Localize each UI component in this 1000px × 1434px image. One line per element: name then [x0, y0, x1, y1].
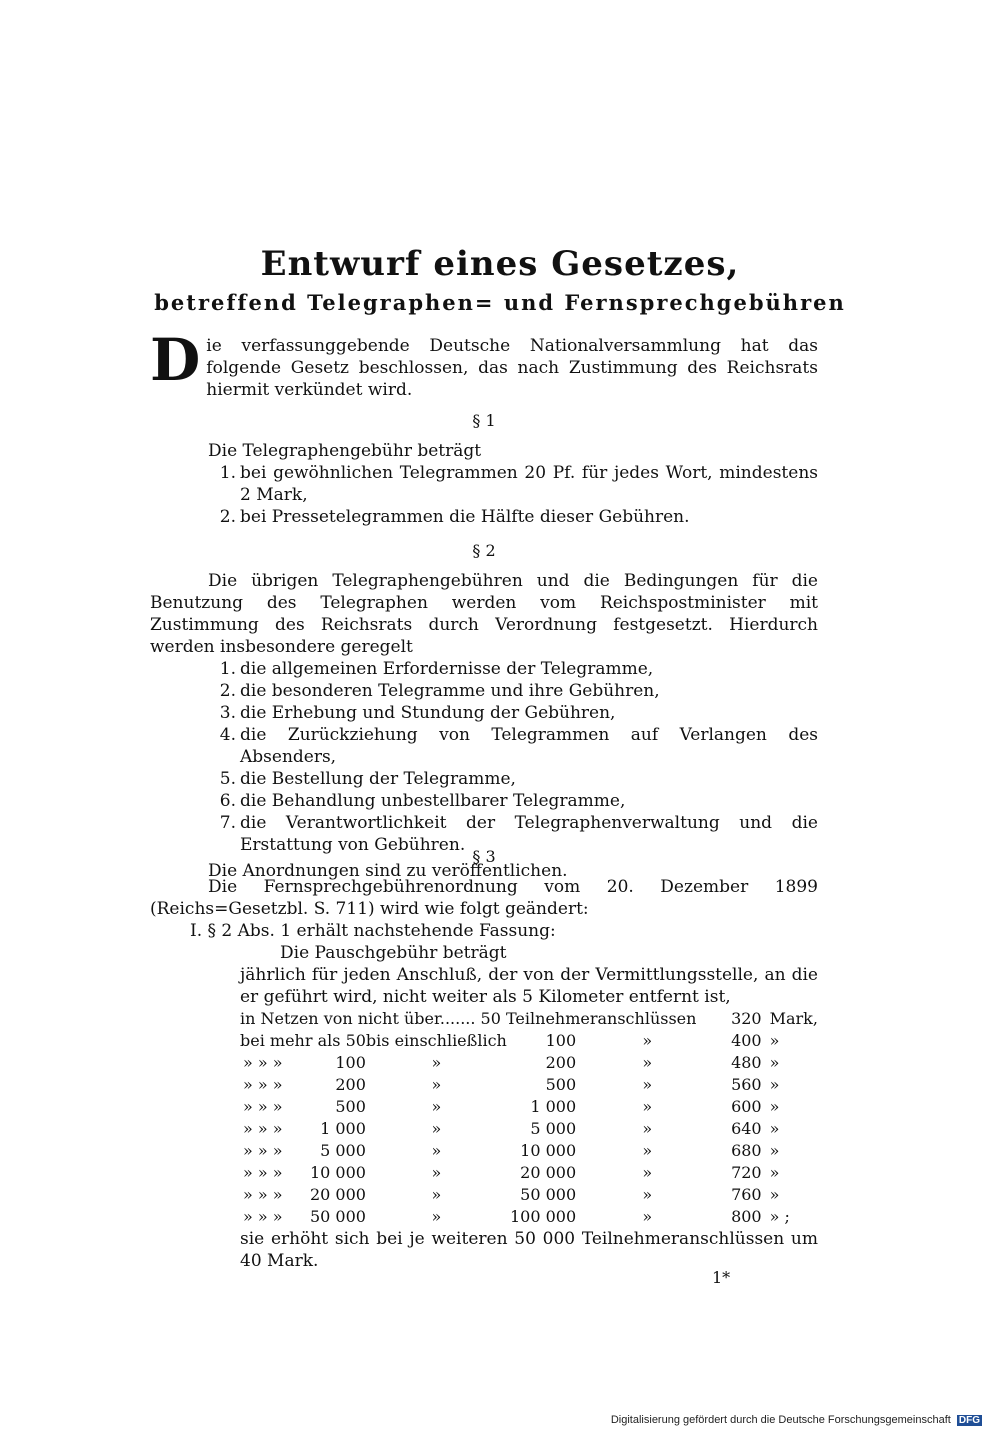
- list-number: 7.: [219, 813, 236, 833]
- fee-ditto-bis: »: [431, 1141, 442, 1160]
- fee-ditto-bis: »: [431, 1097, 442, 1116]
- list-item: [150, 658, 818, 680]
- fee-ditto-bis: »: [431, 1053, 442, 1072]
- fee-amount: 640: [731, 1119, 762, 1138]
- table-row: [240, 1140, 818, 1162]
- fee-unit: » ;: [769, 1207, 790, 1226]
- fee-ditto: »: [642, 1075, 653, 1094]
- fee-to: 200: [545, 1053, 577, 1072]
- fee-unit: »: [769, 1163, 780, 1182]
- fee-rows: [240, 1052, 818, 1228]
- fee-ditto: » » »: [242, 1075, 283, 1094]
- section-2-list: [150, 658, 818, 856]
- fee-amount: 480: [731, 1053, 762, 1072]
- fee-from: 500: [335, 1097, 366, 1116]
- list-item: [150, 506, 818, 528]
- fee-from: 100: [335, 1053, 366, 1072]
- table-row: [240, 1206, 818, 1228]
- fee-to: 50 000: [520, 1185, 577, 1204]
- section-3-closing: sie erhöht sich bei je weiteren 50 000 Teilnehmeranschlüssen um 40 Mark.: [240, 1229, 818, 1271]
- fee-to: 10 000: [520, 1141, 577, 1160]
- section-2-closing: Die Anordnungen sind zu veröffentlichen.: [208, 861, 568, 881]
- list-text: die Behandlung unbestellbarer Telegramme,: [240, 791, 626, 811]
- fee-ditto: » » »: [242, 1141, 283, 1160]
- list-number: 5.: [219, 769, 236, 789]
- fee-unit: »: [769, 1031, 780, 1050]
- fee-from: 200: [335, 1075, 366, 1094]
- list-item: [150, 680, 818, 702]
- fee-amount: 760: [731, 1185, 762, 1204]
- fee-ditto-bis: »: [431, 1119, 442, 1138]
- fee-quote: »: [642, 1031, 653, 1050]
- list-item: [150, 768, 818, 790]
- section-2: [150, 540, 818, 882]
- fee-ditto: » » »: [242, 1207, 283, 1226]
- fee-ditto-bis: »: [431, 1207, 442, 1226]
- fee-from: 1 000: [320, 1119, 366, 1138]
- footer-text: Digitalisierung gefördert durch die Deutsche Forschungsgemeinschaft: [610, 1414, 951, 1426]
- list-text: bei Pressetelegrammen die Hälfte dieser Gebühren.: [240, 507, 690, 527]
- fee-unit: Mark,: [769, 1009, 818, 1028]
- fee-table: [240, 1008, 818, 1228]
- fee-ditto: »: [642, 1097, 653, 1116]
- list-item: [150, 462, 818, 506]
- fee-ditto-bis: »: [431, 1075, 442, 1094]
- fee-from: 20 000: [309, 1185, 366, 1204]
- fee-unit: »: [769, 1185, 780, 1204]
- list-number: 3.: [219, 703, 236, 723]
- list-number: 4.: [219, 725, 236, 745]
- list-text: bei gewöhnlichen Telegrammen 20 Pf. für jedes Wort, mindestens 2 Mark,: [240, 463, 818, 505]
- fee-to: 100: [545, 1031, 577, 1050]
- list-number: 6.: [219, 791, 236, 811]
- fee-unit: »: [769, 1119, 780, 1138]
- fee-amount: 720: [731, 1163, 762, 1182]
- fee-amount: 320: [731, 1009, 762, 1028]
- fee-ditto: »: [642, 1141, 653, 1160]
- fee-prefix-text: bei mehr als: [240, 1031, 341, 1050]
- table-row: [240, 1162, 818, 1184]
- fee-ditto: »: [642, 1119, 653, 1138]
- fee-ditto: »: [642, 1053, 653, 1072]
- section-1-list: [150, 462, 818, 528]
- fee-from: 5 000: [320, 1141, 366, 1160]
- fee-to: 100 000: [509, 1207, 577, 1226]
- fee-to: 1 000: [530, 1097, 577, 1116]
- fee-ditto: » » »: [242, 1097, 283, 1116]
- fee-to: 20 000: [520, 1163, 577, 1182]
- table-row: [240, 1052, 818, 1074]
- fee-amount: 800: [731, 1207, 762, 1226]
- section-3-paragraph: Die Fernsprechgebührenordnung vom 20. Dezember 1899 (Reichs=Gesetzbl. S. 711) wird wie folgt geändert:: [150, 877, 818, 919]
- section-3-item-lead: I. § 2 Abs. 1 erhält nachstehende Fassung:: [190, 921, 556, 941]
- fee-amount: 560: [731, 1075, 762, 1094]
- section-2-paragraph: Die übrigen Telegraphengebühren und die Bedingungen für die Benutzung des Telegraphen werden vom Reichspostminister mit Zustimmung des Reichsrats durch Verordnung festgesetzt. Hierdurch werden insbesondere geregelt: [150, 571, 818, 657]
- list-number: 2.: [219, 507, 236, 527]
- section-3-sub-body: jährlich für jeden Anschluß, der von der Vermittlungsstelle, an die er geführt wird, nicht weiter als 5 Kilometer entfernt ist,: [240, 965, 818, 1007]
- table-row: [240, 1074, 818, 1096]
- fee-ditto-bis: »: [431, 1185, 442, 1204]
- fee-amount: 600: [731, 1097, 762, 1116]
- table-row: [240, 1008, 818, 1030]
- list-text: die allgemeinen Erfordernisse der Telegramme,: [240, 659, 654, 679]
- fee-ditto: » » »: [242, 1163, 283, 1182]
- list-number: 1.: [219, 463, 236, 483]
- table-row: [240, 1118, 818, 1140]
- document-subtitle: betreffend Telegraphen= und Fernsprechgebühren: [154, 290, 846, 315]
- list-item: [150, 790, 818, 812]
- fee-to: 5 000: [530, 1119, 577, 1138]
- fee-unit: »: [769, 1141, 780, 1160]
- list-item: [150, 724, 818, 768]
- fee-amount: 680: [731, 1141, 762, 1160]
- list-text: die besonderen Telegramme und ihre Gebühren,: [240, 681, 660, 701]
- fee-unit: »: [769, 1075, 780, 1094]
- list-item: [150, 702, 818, 724]
- fee-first-row-text: in Netzen von nicht über....... 50 Teilnehmeranschlüssen: [240, 1009, 697, 1028]
- preamble: [150, 326, 818, 401]
- footer-credit: [611, 1414, 982, 1426]
- list-text: die Verantwortlichkeit der Telegraphenverwaltung und die Erstattung von Gebühren.: [240, 813, 818, 855]
- list-text: die Bestellung der Telegramme,: [240, 769, 516, 789]
- preamble-text: ie verfassunggebende Deutsche Nationalversammlung hat das folgende Gesetz beschlossen, das nach Zustimmung des Reichsrats hiermit verkündet wird.: [206, 336, 818, 400]
- list-text: die Erhebung und Stundung der Gebühren,: [240, 703, 616, 723]
- section-1: [150, 410, 818, 528]
- fee-ditto: »: [642, 1163, 653, 1182]
- fee-ditto-bis: »: [431, 1163, 442, 1182]
- fee-amount: 400: [731, 1031, 762, 1050]
- list-number: 1.: [219, 659, 236, 679]
- page-number: 1*: [712, 1268, 731, 1287]
- fee-ditto: »: [642, 1207, 653, 1226]
- fee-ditto: » » »: [242, 1053, 283, 1072]
- fee-ditto: »: [642, 1185, 653, 1204]
- section-2-heading: § 2: [472, 541, 496, 560]
- list-text: die Zurückziehung von Telegrammen auf Verlangen des Absenders,: [240, 725, 818, 767]
- section-1-lead: Die Telegraphengebühr beträgt: [208, 441, 482, 461]
- fee-ditto: » » »: [242, 1185, 283, 1204]
- fee-to: 500: [545, 1075, 577, 1094]
- fee-from: 10 000: [309, 1163, 366, 1182]
- dropcap: D: [150, 326, 201, 394]
- fee-bis: bis einschließlich: [365, 1031, 507, 1050]
- fee-unit: »: [769, 1053, 780, 1072]
- fee-from: 50: [345, 1031, 366, 1050]
- section-1-heading: § 1: [472, 411, 496, 430]
- section-3: [150, 846, 818, 1272]
- section-3-heading: § 3: [472, 847, 496, 866]
- dfg-logo: DFG: [958, 1415, 980, 1426]
- fee-from: 50 000: [309, 1207, 366, 1226]
- document-title: Entwurf eines Gesetzes,: [260, 244, 740, 284]
- fee-unit: »: [769, 1097, 780, 1116]
- table-row: [240, 1184, 818, 1206]
- section-3-sub-lead: Die Pauschgebühr beträgt: [280, 943, 507, 963]
- table-row: [240, 1030, 818, 1052]
- fee-prefix: [240, 1030, 366, 1052]
- table-row: [240, 1096, 818, 1118]
- list-number: 2.: [219, 681, 236, 701]
- fee-ditto: » » »: [242, 1119, 283, 1138]
